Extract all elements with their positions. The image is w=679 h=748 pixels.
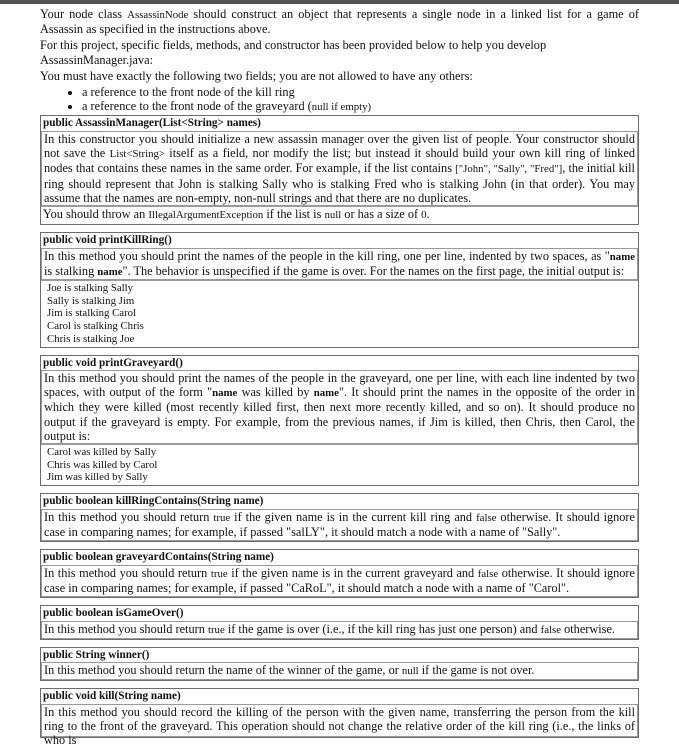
class-name-code: AssassinNode <box>127 9 189 21</box>
output-line: Jim was killed by Sally <box>47 471 148 484</box>
method-description: In this constructor you should initialize a new assassin manager over the given list of people. Your constructor should not save the List<String> itself as a field, nor modify the list; but instead it should build your own kill ring of linked nodes that contains these names in the same order. For example, if the list contains ["John", "Sally", "Fred"], the initial kill ring should represent that John is stalking Sally who is stalking Fred who is stalking John (in that order). You may assume that the names are non-empty, non-null strings and that there are no duplicates. <box>41 131 638 207</box>
output-line: Jim is stalking Carol <box>47 307 137 320</box>
is-game-over-box <box>40 605 639 640</box>
document-page <box>0 4 679 748</box>
list-item: • a reference to the front node of the kill ring <box>82 85 639 99</box>
method-description: In this method you should return true if the game is over (i.e., if the kill ring has just one person) and false otherwise. <box>41 621 638 639</box>
winner-box <box>40 647 639 682</box>
method-signature: public String winner() <box>43 648 150 661</box>
method-signature: public void printKillRing() <box>43 234 172 247</box>
output-line: Sally is stalking Jim <box>47 294 135 307</box>
method-description: In this method you should print the names of the people in the graveyard, one per line, with each line indented by two spaces, with output of the form "name was killed by name". It should print the names in the opposite of the order in which they were killed (most recently killed first, then next more recently killed, and so on). It should produce no output if the graveyard is empty. For example, from the previous names, if Jim is killed, then Chris, then Carol, the output is: <box>41 370 638 445</box>
kill-ring-contains-box <box>40 493 639 542</box>
output-line: Carol was killed by Sally <box>47 446 157 459</box>
method-signature: public void kill(String name) <box>43 690 181 703</box>
output-line: Joe is stalking Sally <box>47 282 134 295</box>
intro-paragraph-2: For this project, specific fields, methods, and constructor has been provided below to help you develop AssassinManager.java: <box>40 38 547 67</box>
method-description: In this method you should return true if the given name is in the current kill ring and false otherwise. It should ignore case in comparing names; for example, if passed "salLY", it should match a node with a name of "Sally". <box>41 509 638 541</box>
method-signature: public AssassinManager(List<String> names) <box>43 117 261 130</box>
fields-list <box>40 85 639 114</box>
print-graveyard-box <box>40 355 639 487</box>
method-description: In this method you should return true if the given name is in the current graveyard and false otherwise. It should ignore case in comparing names; for example, if passed "CaRoL", it should match a node with a name of "Carol". <box>41 565 638 597</box>
output-line: Chris was killed by Carol <box>47 458 158 471</box>
print-kill-ring-box <box>40 232 639 347</box>
list-item: • a reference to the front node of the graveyard (null if empty) <box>82 99 639 114</box>
sample-output <box>41 443 638 485</box>
method-signature: public boolean isGameOver() <box>43 607 184 619</box>
method-description: In this method you should print the names of the people in the kill ring, one per line, indented by two spaces, as "name is stalking name". The behavior is unspecified if the game is over. For the names on the first page, the initial output is: <box>41 248 638 281</box>
method-signature: public boolean killRingContains(String name) <box>43 495 264 508</box>
method-description: In this method you should record the killing of the person with the given name, transferring the person from the kill ring to the front of the graveyard. This operation should not change the relative order of the kill ring (i.e., the links of who is <box>41 704 638 737</box>
graveyard-contains-box <box>40 549 639 598</box>
intro-section <box>40 7 639 114</box>
output-line: Carol is stalking Chris <box>47 320 144 333</box>
method-signature: public boolean graveyardContains(String name) <box>43 551 274 564</box>
intro-paragraph-1: Your node class AssassinNode should construct an object that represents a single node in a linked list for a game of Assassin as specified in the instructions above. <box>40 7 639 37</box>
sample-output <box>41 279 638 347</box>
output-line: Chris is stalking Joe <box>47 332 135 345</box>
method-signature: public void printGraveyard() <box>43 356 183 369</box>
intro-paragraph-3: You must have exactly the following two fields; you are not allowed to have any others: <box>40 68 473 83</box>
kill-box <box>40 688 639 748</box>
exception-note: You should throw an IllegalArgumentException if the list is null or has a size of 0. <box>41 205 638 224</box>
constructor-box <box>40 115 639 225</box>
method-description: In this method you should return the name of the winner of the game, or null if the game is not over. <box>41 662 638 680</box>
